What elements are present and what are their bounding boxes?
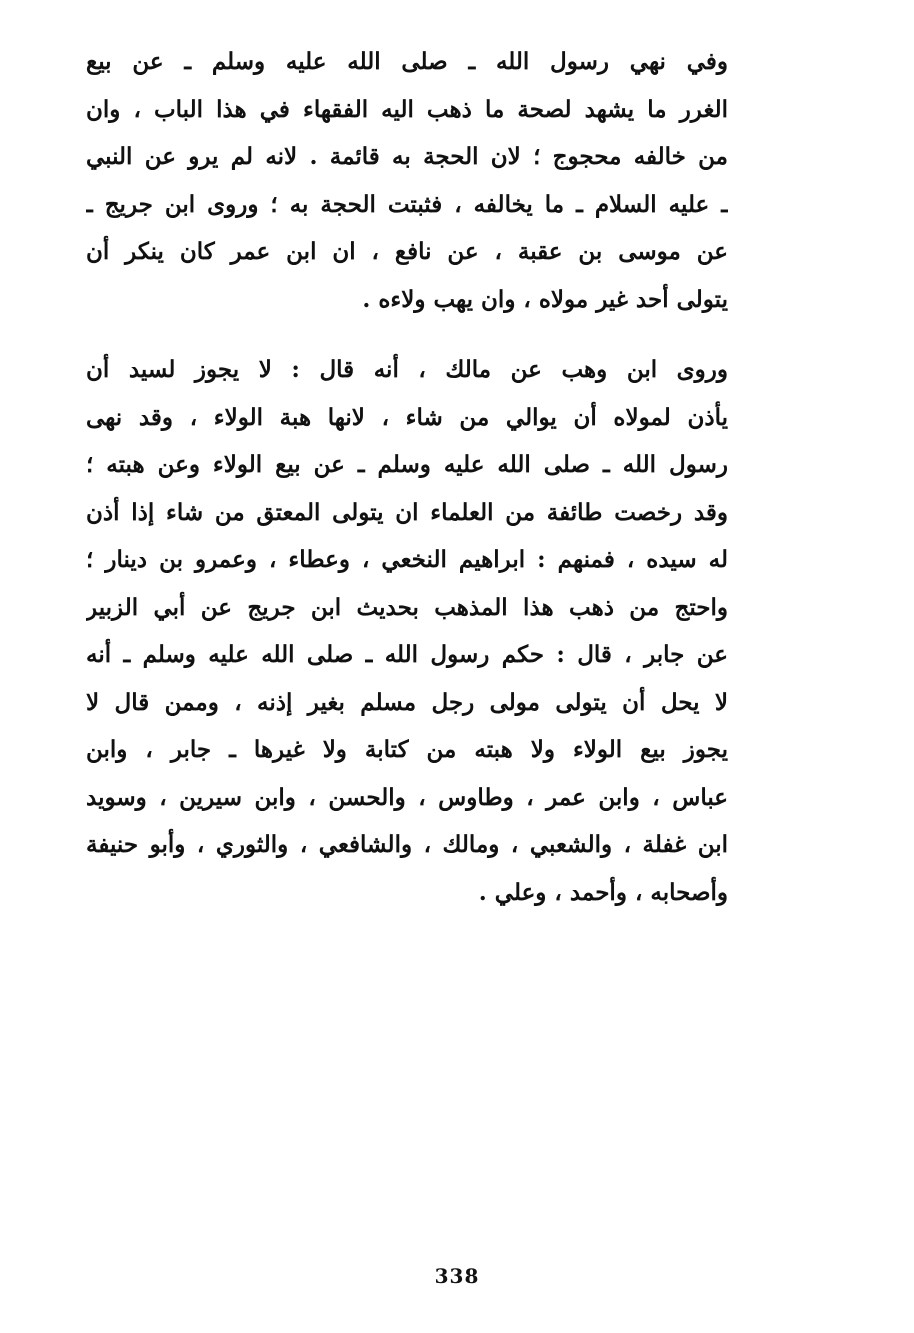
paragraph-line: من خالفه محجوج ؛ لان الحجة به قائمة . لانه لم يرو عن النبي	[86, 143, 728, 170]
paragraph-line: له سيده ، فمنهم : ابراهيم النخعي ، وعطاء ، وعمرو بن دينار ؛	[86, 546, 728, 573]
paragraph-line: وأصحابه ، وأحمد ، وعلي .	[478, 878, 728, 906]
paragraph-line: رسول الله ـ صلى الله عليه وسلم ـ عن بيع الولاء وعن هبته ؛	[86, 451, 728, 478]
paragraph-line: يأذن لمولاه أن يوالي من شاء ، لانها هبة الولاء ، وقد نهى	[86, 403, 728, 431]
paragraph-line: يجوز بيع الولاء ولا هبته من كتابة ولا غيرها ـ جابر ، وابن	[86, 736, 728, 763]
paragraph-line: الغرر ما يشهد لصحة ما ذهب اليه الفقهاء في هذا الباب ، وان	[86, 95, 728, 123]
paragraph-line: وفي نهي رسول الله ـ صلى الله عليه وسلم ـ عن بيع	[86, 48, 728, 75]
paragraph-line: ـ عليه السلام ـ ما يخالفه ، فثبتت الحجة به ؛ وروى ابن جريج ـ	[86, 190, 728, 218]
page-number: 338	[434, 1264, 480, 1288]
paragraph-line: وقد رخصت طائفة من العلماء ان يتولى المعتق من شاء إذا أذن	[86, 498, 728, 526]
paragraph-2	[86, 346, 728, 916]
paragraph-line: عباس ، وابن عمر ، وطاوس ، والحسن ، وابن سيرين ، وسويد	[86, 783, 728, 811]
paragraph-line: عن موسى بن عقبة ، عن نافع ، ان ابن عمر كان ينكر أن	[86, 238, 728, 265]
paragraph-line: لا يحل أن يتولى مولى رجل مسلم بغير إذنه ، وممن قال لا	[86, 688, 728, 716]
paragraph-line: يتولى أحد غير مولاه ، وان يهب ولاءه .	[362, 285, 728, 313]
paragraph-line: عن جابر ، قال : حكم رسول الله ـ صلى الله عليه وسلم ـ أنه	[86, 641, 728, 668]
paragraph-line: ابن غفلة ، والشعبي ، ومالك ، والشافعي ، والثوري ، وأبو حنيفة	[86, 831, 728, 858]
paragraph-1	[86, 38, 728, 323]
paragraph-line: وروى ابن وهب عن مالك ، أنه قال : لا يجوز لسيد أن	[86, 356, 728, 383]
paragraph-line: واحتج من ذهب هذا المذهب بحديث ابن جريج عن أبي الزبير	[86, 593, 728, 621]
